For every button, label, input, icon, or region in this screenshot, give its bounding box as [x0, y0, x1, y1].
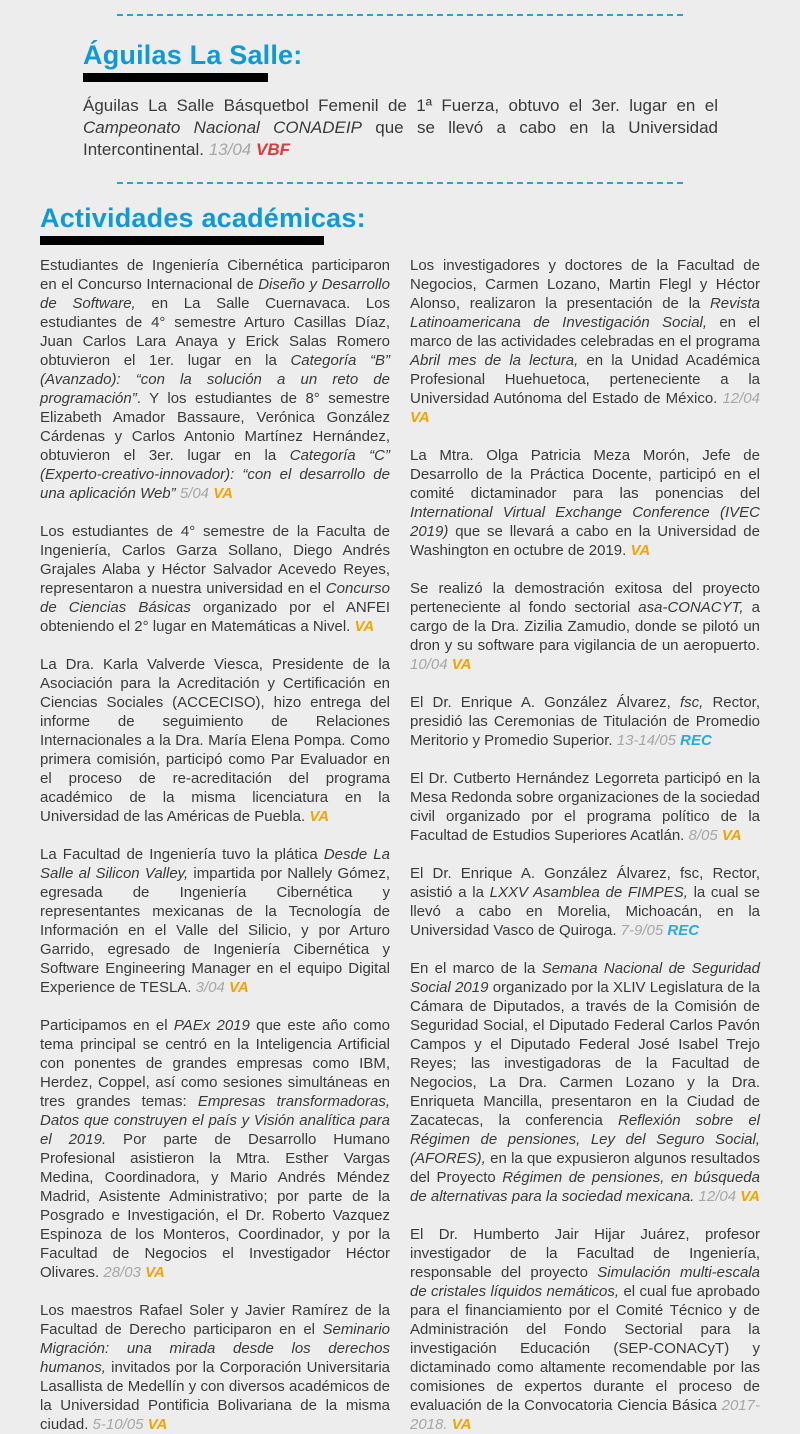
- title-underline-bar: [40, 236, 324, 245]
- italic-text: Diseño y Desarrollo de Software,: [40, 276, 390, 312]
- source-tag-va: VA: [451, 656, 472, 673]
- italic-text: Revista Latinoamericana de Investigación Social,: [410, 295, 760, 331]
- body-text: El Dr. Enrique A. González Álvarez, fsc, Rector, asistió a la: [410, 865, 760, 901]
- news-paragraph: [40, 655, 390, 826]
- italic-text: Régimen de pensiones, en búsqueda de alternativas para la sociedad mexicana.: [410, 1169, 760, 1205]
- news-paragraph: [40, 522, 390, 636]
- body-text: . Y los estudiantes de 8° semestre Elizabeth Amador Bassaure, Verónica González Cárdenas y Carlos Antonio Martínez Hernández, obtuvieron el 3er. lugar en la: [40, 390, 390, 464]
- italic-text: International Virtual Exchange Conference (IVEC 2019): [410, 504, 760, 540]
- body-text: organizado por el ANFEI obteniendo el 2° lugar en Matemáticas a Nivel.: [40, 599, 390, 635]
- source-tag-va: VA: [630, 542, 651, 559]
- italic-text: LXXV Asamblea de FIMPES,: [489, 884, 688, 901]
- body-text: El Dr. Humberto Jair Hijar Juárez, profesor investigador de la Facultad de Ingeniería, responsable del proyecto: [410, 1226, 760, 1281]
- body-text: Rector, presidió las Ceremonias de Titulación de Promedio Meritorio y Promedio Superior.: [410, 694, 760, 749]
- italic-text: Desde La Salle al Silicon Valley,: [40, 846, 390, 882]
- body-text: Estudiantes de Ingeniería Cibernética participaron en el Concurso Internacional de: [40, 257, 390, 293]
- body-text: Águilas La Salle Básquetbol Femenil de 1ª Fuerza, obtuvo el 3er. lugar en el: [83, 96, 718, 115]
- italic-text: Campeonato Nacional CONADEIP: [83, 118, 362, 137]
- date-stamp: 13-14/05: [616, 732, 676, 749]
- italic-text: Concurso de Ciencias Básicas: [40, 580, 390, 616]
- date-stamp: 28/03: [103, 1264, 141, 1281]
- source-tag-va: VA: [147, 1416, 168, 1433]
- newsletter-page: [0, 14, 800, 1434]
- italic-text: Abril mes de la lectura,: [410, 352, 579, 369]
- news-paragraph: [410, 579, 760, 674]
- body-text: la cual se llevó a cabo en Morelia, Michoacán, en la Universidad Vasco de Quiroga.: [410, 884, 760, 939]
- italic-text: Categoría “C” (Experto-creativo-innovador): “con el desarrollo de una aplicación Web”: [40, 447, 390, 502]
- body-text: el cual fue aprobado para el financiamiento por el Comité Técnico y de Administración del Fondo Sectorial para la investigación Educación (SEP-CONACyT) y dictaminado como altamente recomendable por las comisiones de expertos durante el proceso de evaluación de la Convocatoria Ciencia Básica: [410, 1283, 760, 1414]
- left-column: [40, 256, 390, 1434]
- body-text: en la Unidad Académica Profesional Huehuetoca, perteneciente a la Universidad Autónoma del Estado de México.: [410, 352, 760, 407]
- date-stamp: 12/04: [698, 1188, 737, 1205]
- body-text: que se llevó a cabo en la Universidad Intercontinental.: [83, 118, 719, 159]
- date-stamp: 13/04: [208, 140, 252, 159]
- date-stamp: 5/04: [179, 485, 210, 502]
- body-text: La Mtra. Olga Patricia Meza Morón, Jefe de Desarrollo de la Práctica Docente, participó en el comité dictaminador para las ponencias del: [410, 447, 760, 502]
- source-tag-va: VA: [309, 808, 330, 825]
- source-tag-va: VA: [213, 485, 233, 502]
- date-stamp: 5-10/05: [92, 1416, 144, 1433]
- body-text: Los maestros Rafael Soler y Javier Ramírez de la Facultad de Derecho participaron en el: [40, 1302, 390, 1338]
- two-column-layout: [40, 256, 760, 1434]
- body-text: en la que expusieron algunos resultados del Proyecto: [410, 1150, 760, 1186]
- dashed-divider-top: [117, 14, 683, 16]
- news-paragraph: [40, 845, 390, 997]
- source-tag-va: VA: [740, 1188, 760, 1205]
- date-stamp: 10/04: [410, 656, 448, 673]
- aguilas-lead-paragraph: [83, 95, 718, 161]
- body-text: Participamos en el: [40, 1017, 174, 1034]
- date-stamp: 7-9/05: [620, 922, 664, 939]
- dashed-divider-mid: [117, 182, 683, 184]
- body-text: en el marco de las actividades celebradas en el programa: [410, 314, 760, 350]
- body-text: Los investigadores y doctores de la Facultad de Negocios, Carmen Lozano, Martin Flegl y Héctor Alonso, realizaron la presentación de la: [410, 257, 760, 312]
- body-text: La Dra. Karla Valverde Viesca, Presidente de la Asociación para la Acreditación y Certificación en Ciencias Sociales (ACCECISO), hizo entrega del informe de seguimiento de Relaciones Internacionales a la Dra. María Elena Pompa. Como primera comisión, participó como Par Evaluador en el proceso de re-acreditación del programa académico de la misma licenciatura en la Universidad de las Américas de Puebla.: [40, 656, 390, 825]
- italic-text: Semana Nacional de Seguridad Social 2019: [410, 960, 760, 996]
- italic-text: PAEx 2019: [173, 1017, 250, 1034]
- source-tag-va: VA: [229, 979, 249, 996]
- body-text: El Dr. Enrique A. González Álvarez,: [410, 694, 680, 711]
- italic-text: Simulación multi-escala de cristales líquidos nemáticos,: [410, 1264, 761, 1300]
- date-stamp: 8/05: [688, 827, 718, 844]
- section-actividades: [40, 203, 760, 1434]
- italic-text: Seminario Migración: una mirada desde los derechos humanos,: [40, 1321, 390, 1376]
- italic-text: fsc,: [679, 694, 704, 711]
- body-text: organizado por la XLIV Legislatura de la Cámara de Diputados, a través de la Comisión de Seguridad Social, el Diputado Federal Carlos Pavón Campos y el Diputado Federal José Isabel Trejo Reyes; las investigadoras de la Facultad de Negocios, La Dra. Carmen Lozano y la Dra. Enriqueta Mancilla, presentaron en la Ciudad de Zacatecas, la conferencia: [410, 979, 760, 1129]
- italic-text: Categoría “B” (Avanzado): “con la solución a un reto de programación”: [40, 352, 390, 407]
- news-paragraph: [410, 959, 760, 1206]
- source-tag-va: VA: [721, 827, 742, 844]
- body-text: a cargo de la Dra. Zizilia Zamudio, donde se pilotó un dron y su software para vigilancia de un aeropuerto.: [410, 599, 760, 654]
- source-tag-va: VA: [410, 409, 430, 426]
- source-tag-rec: REC: [680, 732, 712, 749]
- body-text: que este año como tema principal se centró en la Inteligencia Artificial con ponentes de grandes empresas como IBM, Herdez, Coppel, así como sesiones simultáneas en tres grandes temas:: [40, 1017, 390, 1110]
- date-stamp: 12/04: [722, 390, 760, 407]
- body-text: invitados por la Corporación Universitaria Lasallista de Medellín y con diversos académicos de la Universidad Pontificia Bolivariana de la misma ciudad.: [40, 1359, 390, 1433]
- italic-text: Empresas transformadoras, Datos que construyen el país y Visión analítica para el 2019.: [40, 1093, 390, 1148]
- news-paragraph: [410, 769, 760, 845]
- date-stamp: 2017-2018.: [410, 1397, 760, 1433]
- source-tag-va: VA: [145, 1264, 165, 1281]
- section-title-actividades: Actividades académicas:: [40, 203, 366, 233]
- body-text: que se llevará a cabo en la Universidad de Washington en octubre de 2019.: [410, 523, 760, 559]
- news-paragraph: [40, 256, 390, 503]
- body-text: Los estudiantes de 4° semestre de la Faculta de Ingeniería, Carlos Garza Sollano, Diego Andrés Grajales Alaba y Héctor Salvador Acevedo Reyes, representaron a nuestra universidad en el: [40, 523, 390, 597]
- italic-text: Reflexión sobre el Régimen de pensiones, Ley del Seguro Social, (AFORES),: [410, 1112, 760, 1167]
- source-tag-rec: REC: [667, 922, 700, 939]
- news-paragraph: [410, 446, 760, 560]
- italic-text: asa-CONACYT,: [638, 599, 744, 616]
- body-text: En el marco de la: [410, 960, 542, 977]
- news-paragraph: [410, 693, 760, 750]
- body-text: La Facultad de Ingeniería tuvo la plática: [40, 846, 324, 863]
- news-paragraph: [410, 1225, 760, 1434]
- news-paragraph: [40, 1016, 390, 1282]
- source-tag-vbf: VBF: [255, 140, 290, 159]
- date-stamp: 3/04: [195, 979, 225, 996]
- section-title-aguilas: Águilas La Salle:: [83, 40, 303, 70]
- body-text: Se realizó la demostración exitosa del proyecto perteneciente al fondo sectorial: [410, 580, 760, 616]
- body-text: Por parte de Desarrollo Humano Profesional asistieron la Mtra. Esther Vargas Medina, Coordinadora, y Mario Andrés Méndez Madrid, Asistente Administrativo; por parte de la Posgrado e Investigación, el Dr. Roberto Vazquez Espinoza de los Monteros, Coordinador, y por la Facultad de Negocios el Investigador Héctor Olivares.: [40, 1131, 390, 1281]
- section-aguilas: [83, 40, 718, 161]
- title-underline-bar: [83, 73, 268, 82]
- news-paragraph: [410, 256, 760, 427]
- source-tag-va: VA: [451, 1416, 472, 1433]
- body-text: en La Salle Cuernavaca. Los estudiantes de 4° semestre Arturo Casillas Díaz, Juan Carlos Lara Anaya y Erick Salas Romero obtuvieron el 1er. lugar en la: [40, 295, 391, 369]
- news-paragraph: [83, 95, 718, 161]
- news-paragraph: [40, 1301, 390, 1434]
- news-paragraph: [410, 864, 760, 940]
- source-tag-va: VA: [354, 618, 375, 635]
- body-text: impartida por Nallely Gómez, egresada de Ingeniería Cibernética y representantes mexicanas de la Tecnología de Información en el Valle del Silicio, y por Arturo Garrido, egresado de Ingeniería Cibernética y Software Engineering Manager en el equipo Digital Experience de TESLA.: [40, 865, 390, 996]
- body-text: El Dr. Cutberto Hernández Legorreta participó en la Mesa Redonda sobre organizaciones de la sociedad civil organizado por el programa político de la Facultad de Estudios Superiores Acatlán.: [410, 770, 760, 844]
- right-column: [410, 256, 760, 1434]
